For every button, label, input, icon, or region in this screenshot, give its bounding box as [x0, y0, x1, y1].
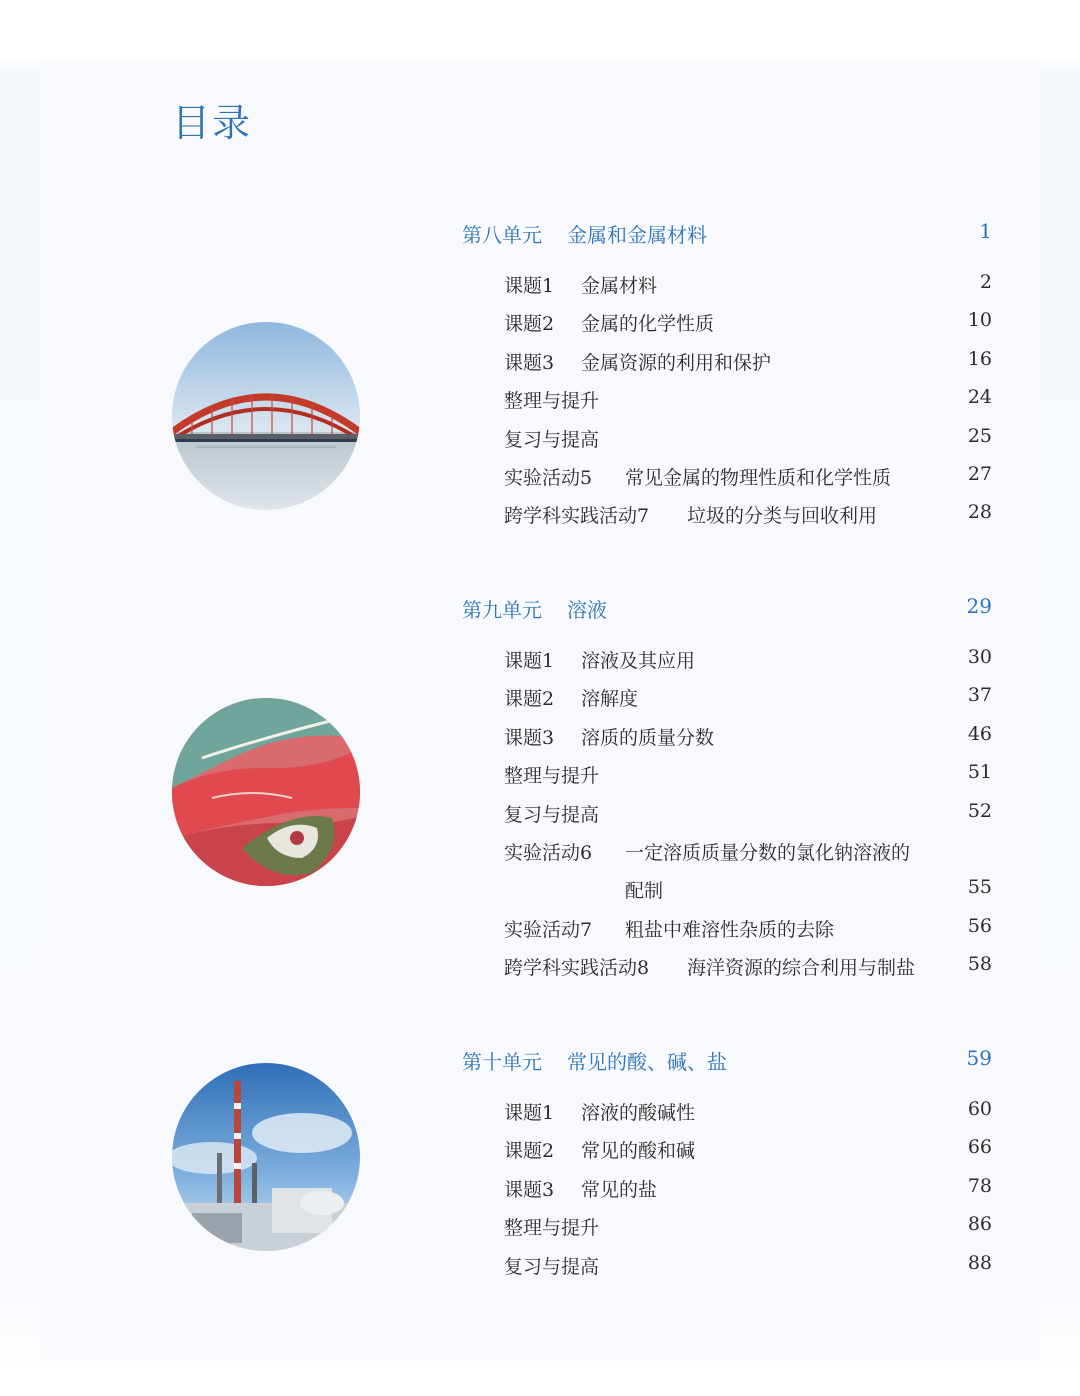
entry-page-number: 88 — [967, 1251, 992, 1274]
toc-entry[interactable] — [462, 495, 992, 533]
entry-list — [462, 265, 992, 534]
unit-section — [462, 588, 992, 986]
entry-label: 课题1 — [504, 275, 555, 297]
entry-label: 实验活动6 — [504, 841, 593, 864]
entry-page-number: 51 — [967, 761, 992, 784]
entry-label: 整理与提升 — [504, 390, 600, 413]
unit-page-number: 1 — [979, 219, 992, 243]
entry-list — [462, 1092, 992, 1284]
entry-page-number: 56 — [967, 914, 992, 937]
toc-entry[interactable] — [462, 794, 992, 832]
entry-label: 复习与提高 — [504, 803, 600, 826]
entry-label: 整理与提升 — [504, 1217, 600, 1240]
entry-label: 实验活动5 — [504, 466, 593, 489]
unit-number: 第八单元 — [462, 223, 542, 247]
toc-entry[interactable] — [462, 1130, 992, 1168]
entry-page-number: 46 — [967, 722, 992, 745]
entry-page-number: 86 — [967, 1213, 992, 1236]
entry-label: 实验活动7 — [504, 918, 593, 941]
entry-label: 跨学科实践活动7 — [504, 505, 650, 528]
entry-title: 金属的化学性质 — [581, 313, 715, 336]
unit-heading[interactable] — [462, 588, 992, 628]
entry-title: 垃圾的分类与回收利用 — [687, 505, 878, 528]
toc-entry-continuation[interactable] — [462, 870, 992, 908]
entry-label: 复习与提高 — [504, 1255, 600, 1278]
toc-entry[interactable] — [462, 832, 992, 870]
entry-label: 课题3 — [504, 1178, 555, 1201]
toc-entry[interactable] — [462, 1092, 992, 1130]
unit-title: 溶液 — [567, 598, 607, 622]
entry-label: 课题1 — [504, 650, 555, 672]
chemical-plant-photo — [172, 1063, 360, 1251]
entry-title: 金属材料 — [581, 275, 658, 297]
unit-title: 金属和金属材料 — [567, 223, 707, 247]
page-title: 目录 — [172, 101, 253, 145]
toc-entry[interactable] — [462, 380, 992, 418]
entry-title: 溶液及其应用 — [581, 650, 696, 672]
entry-title: 粗盐中难溶性杂质的去除 — [625, 918, 835, 941]
unit-number: 第十单元 — [462, 1050, 542, 1074]
unit-page-number: 29 — [966, 594, 992, 618]
entry-list — [462, 640, 992, 986]
unit-heading[interactable] — [462, 1040, 992, 1080]
entry-title: 常见的盐 — [581, 1178, 658, 1201]
entry-page-number: 37 — [967, 684, 992, 707]
toc-entry[interactable] — [462, 457, 992, 495]
unit-section — [462, 213, 992, 534]
entry-page-number: 78 — [967, 1174, 992, 1197]
toc-entry[interactable] — [462, 640, 992, 678]
entry-page-number: 16 — [967, 347, 992, 370]
entry-page-number: 2 — [979, 271, 992, 293]
entry-title: 常见金属的物理性质和化学性质 — [625, 466, 892, 489]
unit-number: 第九单元 — [462, 598, 542, 622]
toc-entry[interactable] — [462, 947, 992, 985]
entry-label: 整理与提升 — [504, 765, 600, 788]
entry-label: 课题2 — [504, 313, 555, 336]
entry-label: 课题1 — [504, 1102, 555, 1124]
entry-label: 跨学科实践活动8 — [504, 957, 650, 980]
toc-entry[interactable] — [462, 1246, 992, 1284]
toc-entry[interactable] — [462, 265, 992, 303]
unit-title: 常见的酸、碱、盐 — [567, 1050, 727, 1074]
entry-page-number: 60 — [967, 1098, 992, 1120]
entry-title: 一定溶质质量分数的氯化钠溶液的 — [625, 841, 911, 864]
unit-section — [462, 1040, 992, 1284]
entry-page-number: 10 — [967, 309, 992, 332]
unit-page-number: 59 — [966, 1046, 992, 1070]
entry-page-number: 66 — [967, 1136, 992, 1159]
entry-page-number: 28 — [967, 501, 992, 524]
entry-page-number: 27 — [967, 462, 992, 485]
toc-entry[interactable] — [462, 717, 992, 755]
toc-entry[interactable] — [462, 1207, 992, 1245]
entry-label: 课题3 — [504, 726, 555, 749]
entry-title: 海洋资源的综合利用与制盐 — [687, 957, 916, 980]
toc-entry[interactable] — [462, 909, 992, 947]
entry-page-number: 25 — [967, 424, 992, 447]
entry-label: 课题2 — [504, 1140, 555, 1163]
toc-entry[interactable] — [462, 419, 992, 457]
entry-label: 课题3 — [504, 351, 555, 374]
toc-entry[interactable] — [462, 342, 992, 380]
entry-title: 溶质的质量分数 — [581, 726, 715, 749]
entry-title: 配制 — [625, 880, 664, 903]
toc-entry[interactable] — [462, 1169, 992, 1207]
entry-page-number: 55 — [967, 876, 992, 899]
salt-fields-aerial-photo — [172, 698, 360, 886]
entry-page-number: 24 — [967, 386, 992, 409]
unit-heading[interactable] — [462, 213, 992, 253]
entry-page-number: 52 — [967, 799, 992, 822]
entry-title: 溶解度 — [581, 688, 639, 711]
arch-bridge-photo — [172, 322, 360, 510]
entry-label: 复习与提高 — [504, 428, 600, 451]
entry-page-number: 58 — [967, 953, 992, 976]
toc-entry[interactable] — [462, 303, 992, 341]
toc-entry[interactable] — [462, 755, 992, 793]
entry-title: 常见的酸和碱 — [581, 1140, 696, 1163]
entry-title: 金属资源的利用和保护 — [581, 351, 772, 374]
entry-page-number: 30 — [967, 646, 992, 668]
toc-entry[interactable] — [462, 678, 992, 716]
entry-title: 溶液的酸碱性 — [581, 1102, 696, 1124]
entry-label: 课题2 — [504, 688, 555, 711]
